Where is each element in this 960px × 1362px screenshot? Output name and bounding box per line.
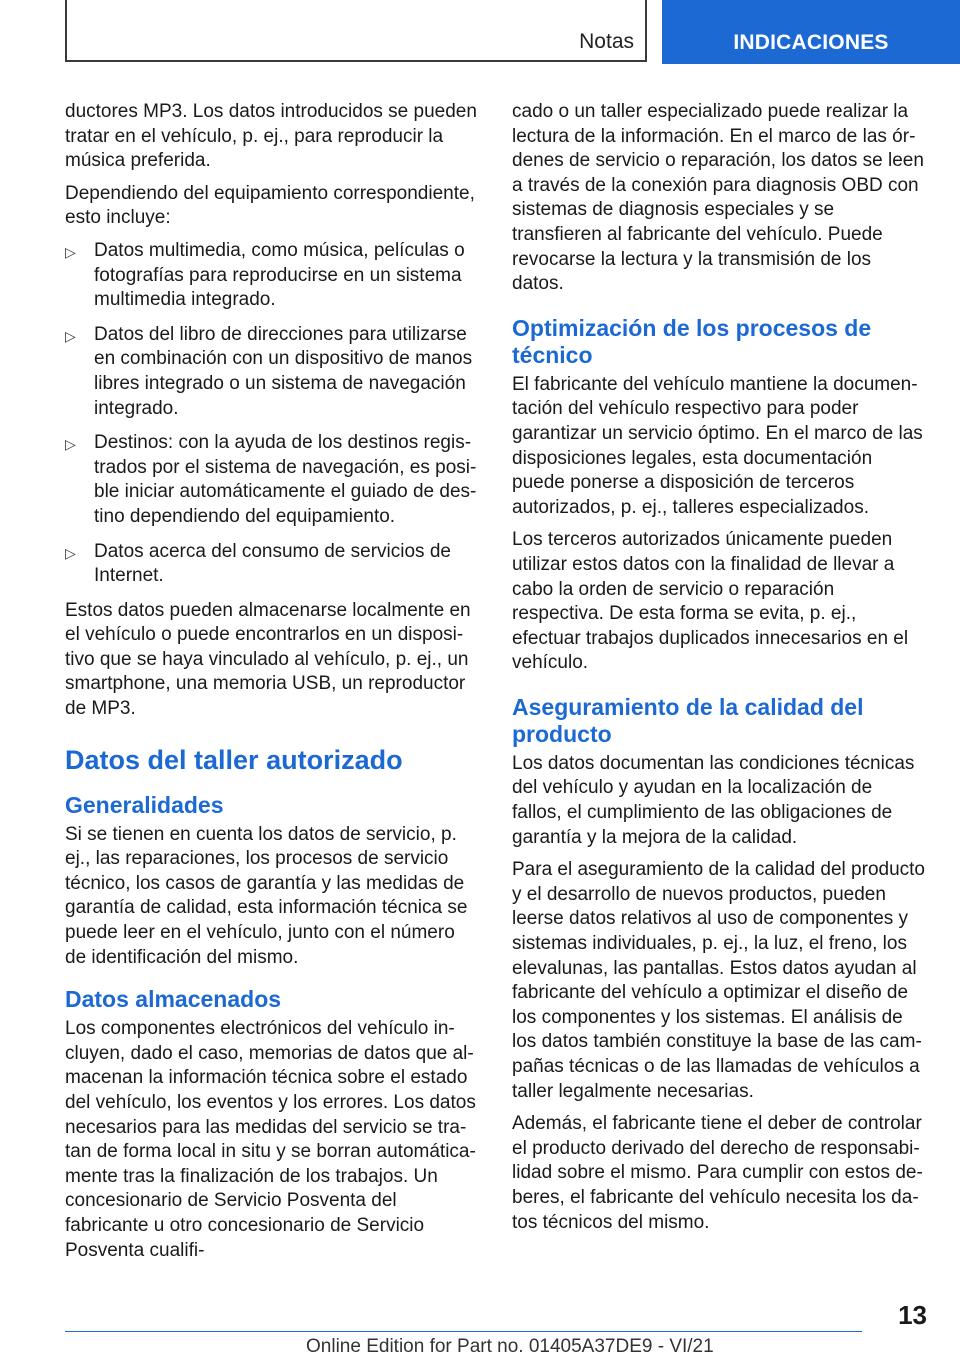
paragraph: Para el aseguramiento de la calidad del producto y el desarrollo de nuevos productos, pueden leerse datos relativos al uso de componentes y sistemas individuales, p. ej., la luz, el freno, los elevalunas, las pantallas. Estos datos ayudan al fabricante del vehículo a optimizar el diseño de los componentes y los sistemas. El análisis de los datos también constituye la base de las campañas técnicas o de las llamadas de vehículos a taller legalmente necesarias.: [512, 859, 925, 1102]
left-column: [65, 100, 478, 1271]
list-item-text: Destinos: con la ayuda de los destinos registrados por el sistema de navegación, es posible iniciar automáticamente el guiado de destino dependiendo del equipamiento.: [94, 432, 477, 527]
subsection-heading: Optimización de los procesos de técnico: [512, 314, 872, 368]
subsection-heading: Datos almacenados: [65, 986, 282, 1013]
footer-edition-text: Online Edition for Part no. 01405A37DE9 - VI/21: [306, 1336, 714, 1357]
paragraph: Los componentes electrónicos del vehículo incluyen, dado el caso, memorias de datos que almacenan la información técnica sobre el estado del vehículo, los eventos y los errores. Los datos necesarios para las medidas del servicio se tratan de forma local in situ y se borran automáticamente tras la finalización de los trabajos. Un concesionario de Servicio Posventa del fabricante u otro concesionario de Servicio Posventa cualifi-: [65, 1018, 476, 1261]
list-item-text: Datos acerca del consumo de servicios de Internet.: [94, 540, 451, 587]
header-notas-label: Notas: [579, 30, 634, 53]
bullet-list: [65, 239, 478, 589]
paragraph: Estos datos pueden almacenarse localmente en el vehículo o puede encontrarlos en un dispositivo que se haya vinculado al vehículo, p. ej., un smartphone, una memoria USB, un reproductor de MP3.: [65, 599, 471, 720]
list-item: [65, 323, 478, 421]
paragraph: Si se tienen en cuenta los datos de servicio, p. ej., las reparaciones, los procesos de servicio técnico, los casos de garantía y las medidas de garantía de calidad, esta información técnica se puede leer en el vehículo, junto con el número de identificación del mismo.: [65, 823, 468, 968]
paragraph: Además, el fabricante tiene el deber de controlar el producto derivado del derecho de responsabilidad sobre el mismo. Para cumplir con estos deberes, el fabricante del vehículo necesita los datos técnicos del mismo.: [512, 1113, 923, 1233]
footer-divider: [65, 1331, 862, 1332]
triangle-bullet-icon: ▷: [65, 243, 76, 260]
paragraph: ductores MP3. Los datos introducidos se pueden tratar en el vehículo, p. ej., para reproducir la música preferida.: [65, 101, 477, 172]
paragraph: Los datos documentan las condiciones técnicas del vehículo y ayudan en la localización de fallos, el cumplimiento de las obligaciones de garantía y la mejora de la calidad.: [512, 752, 915, 848]
list-item-text: Datos del libro de direcciones para utilizarse en combinación con un dispositivo de manos libres integrado o un sistema de navegación integrado.: [94, 323, 473, 419]
paragraph: cado o un taller especializado puede realizar la lectura de la información. En el marco de las órdenes de servicio o reparación, los datos se leen a través de la conexión para diagnosis OBD con sistemas de diagnosis especiales y se transfieren al fabricante del vehículo. Puede revocarse la lectura y la transmisión de los datos.: [512, 101, 924, 295]
section-tab-indicaciones[interactable]: INDICACIONES: [662, 0, 960, 64]
page-number: 13: [898, 1300, 927, 1330]
list-item-text: Datos multimedia, como música, películas o fotografías para reproducirse en un sistema multimedia integrado.: [94, 239, 465, 311]
list-item: [65, 540, 478, 589]
list-item: [65, 239, 478, 313]
paragraph: El fabricante del vehículo mantiene la documentación del vehículo respectivo para poder garantizar un servicio óptimo. En el marco de las disposiciones legales, esta documentación puede ponerse a disposición de terceros autorizados, p. ej., talleres especializados.: [512, 373, 923, 518]
header-frame: [65, 0, 647, 62]
subsection-heading: Aseguramiento de la calidad del producto: [512, 693, 864, 747]
list-item: [65, 431, 478, 529]
subsection-heading: Generalidades: [65, 791, 224, 818]
paragraph: Dependiendo del equipamiento correspondiente, esto incluye:: [65, 182, 475, 229]
triangle-bullet-icon: ▷: [65, 436, 76, 453]
paragraph: Los terceros autorizados únicamente pueden utilizar estos datos con la finalidad de llevar a cabo la orden de servicio o reparación respectiva. De esta forma se evita, p. ej., efectuar trabajos duplicados innecesarios en el vehículo.: [512, 529, 909, 674]
triangle-bullet-icon: ▷: [65, 327, 76, 344]
section-heading: Datos del taller autorizado: [65, 744, 403, 775]
right-column: [512, 100, 925, 1243]
triangle-bullet-icon: ▷: [65, 544, 76, 561]
